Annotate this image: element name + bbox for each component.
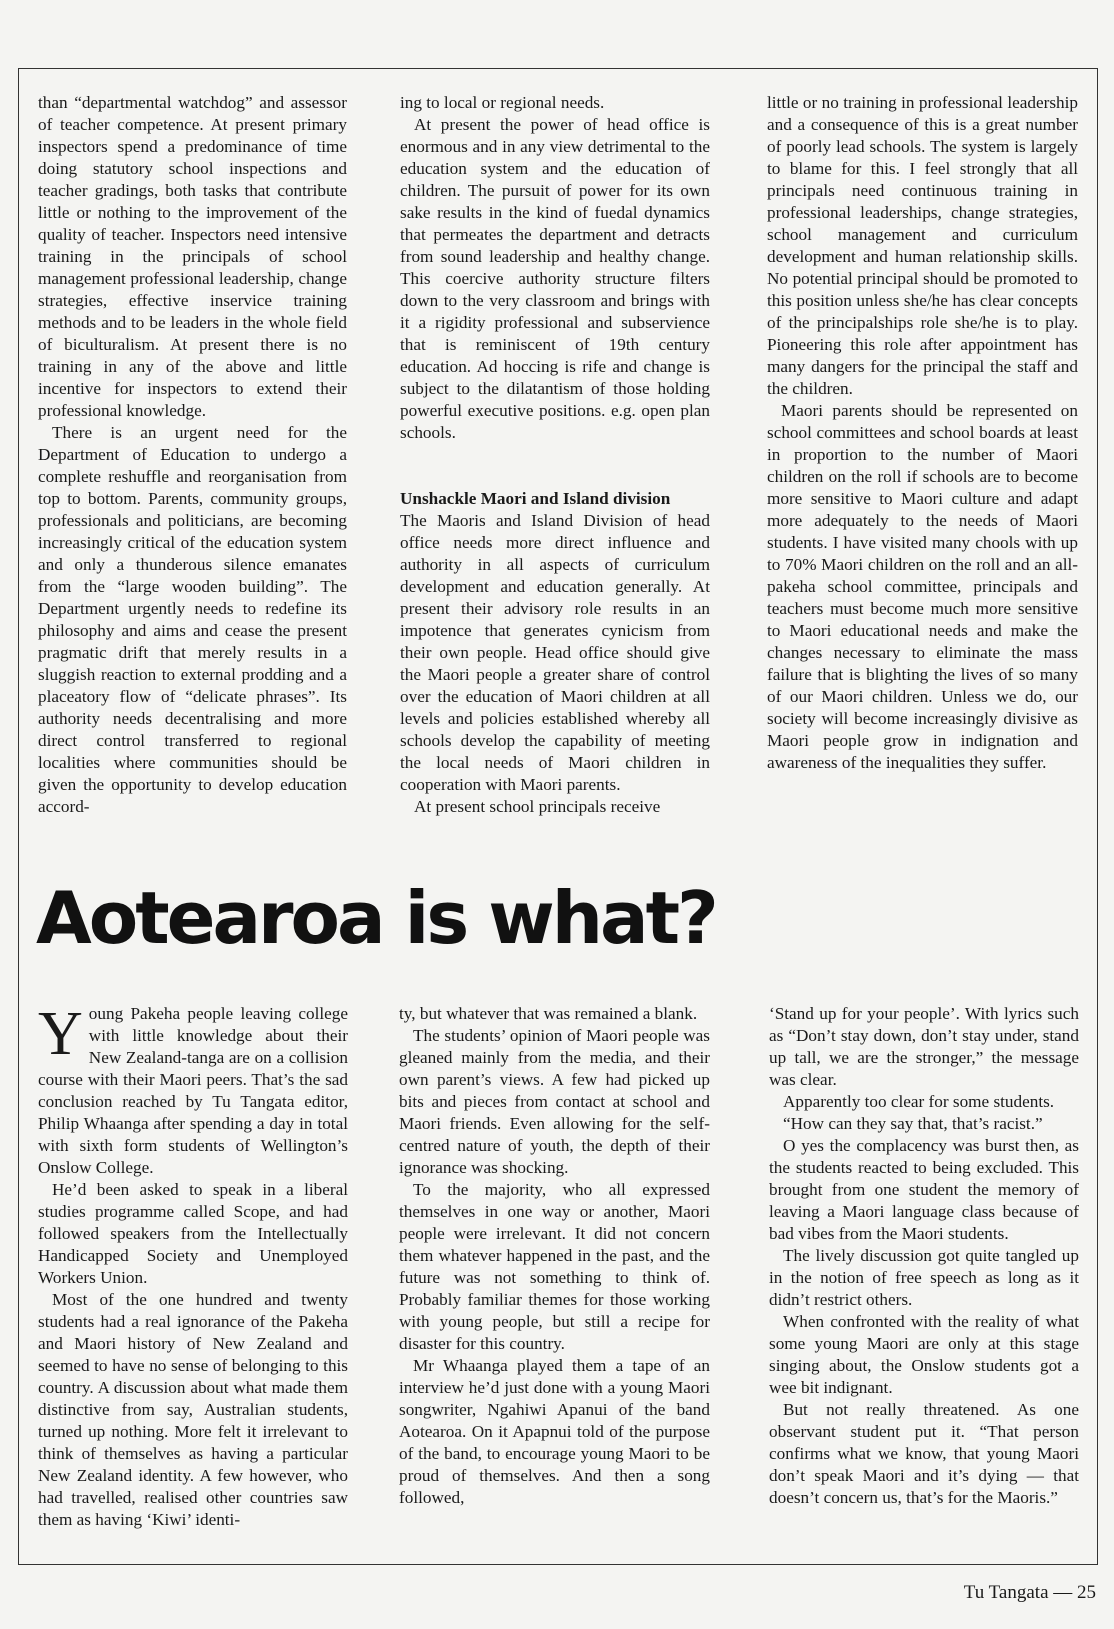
article2-column-3 bbox=[769, 1003, 1079, 1509]
paragraph: O yes the complacency was burst then, as the students reacted to being excluded. This brought from one student the memory of leaving a Maori language class because of bad vibes from the Maori students. bbox=[769, 1136, 1079, 1243]
article1-column-1 bbox=[38, 92, 347, 818]
paragraph: than “departmental watchdog” and assessor of teacher competence. At present primary inspectors spend a predominance of time doing statutory school inspections and teacher gradings, both tasks that contribute little or nothing to the improvement of the quality of teacher. Inspectors need intensive training in the principals of school management professional leadership, change strategies, effective inservice training methods and to be leaders in the whole field of biculturalism. At present there is no training in any of the above and little incentive for inspectors to extend their professional knowledge. bbox=[38, 93, 347, 420]
paragraph: The students’ opinion of Maori people was gleaned mainly from the media, and their own parent’s views. A few had picked up bits and pieces from contact at school and Maori friends. Even allowing for the self-centred nature of youth, the depth of their ignorance was shocking. bbox=[399, 1026, 710, 1177]
paragraph: When confronted with the reality of what some young Maori are only at this stage singing about, the Onslow students got a wee bit indignant. bbox=[769, 1312, 1079, 1397]
article2-column-2 bbox=[399, 1003, 710, 1509]
paragraph: Most of the one hundred and twenty students had a real ignorance of the Pakeha and Maori history of New Zealand and seemed to have no sense of belonging to this country. A discussion about what made them distinctive from say, Australian students, turned up nothing. More felt it irrelevant to think of themselves as having a particular New Zealand identity. A few however, who had travelled, realised other countries saw them as having ‘Kiwi’ identi- bbox=[38, 1290, 348, 1529]
paragraph: The Maoris and Island Division of head office needs more direct influence and authority in all aspects of curriculum development and education generally. At present their advisory role results in an impotence that generates cynicism from their own people. Head office should give the Maori people a greater share of control over the education of Maori children at all levels and policies established whereby all schools develop the capability of meeting the local needs of Maori children in cooperation with Maori parents. bbox=[400, 511, 710, 794]
paragraph: Maori parents should be represented on school committees and school boards at least in proportion to the number of Maori children on the roll if schools are to become more sensitive to Maori culture and adapt more adequately to the needs of Maori students. I have visited many chools with up to 70% Maori children on the roll and an all-pakeha school committee, principals and teachers must become much more sensitive to Maori educational needs and make the changes necessary to eliminate the mass failure that is blighting the lives of so many of our Maori children. Unless we do, our society will become increasingly divisive as Maori people grow in indignation and awareness of the inequalities they suffer. bbox=[767, 401, 1078, 772]
paragraph: He’d been asked to speak in a liberal studies programme called Scope, and had followed speakers from the Intellectually Handicapped Society and Unemployed Workers Union. bbox=[38, 1180, 348, 1287]
paragraph: Apparently too clear for some students. bbox=[783, 1092, 1055, 1111]
paragraph: At present school principals receive bbox=[414, 797, 661, 816]
paragraph: There is an urgent need for the Department of Education to undergo a complete reshuffle and reorganisation from top to bottom. Parents, community groups, professionals and politicians, are becoming increasingly critical of the education system and only a thunderous silence emanates from the “large wooden building”. The Department urgently needs to redefine its philosophy and aims and cease the present pragmatic drift that merely results in a sluggish reaction to external prodding and a placeatory flow of “delicate phrases”. Its authority needs decentralising and more direct control transferred to regional localities where communities should be given the opportunity to develop education accord- bbox=[38, 423, 347, 816]
lead-paragraph bbox=[38, 1000, 348, 1179]
paragraph: ty, but whatever that was remained a blank. bbox=[399, 1004, 698, 1023]
paragraph: Mr Whaanga played them a tape of an interview he’d just done with a young Maori songwriter, Ngahiwi Apanui of the band Aotearoa. On it Apapnui told of the purpose of the band, to encourage young Maori to be proud of themselves. And then a song followed, bbox=[399, 1356, 710, 1507]
paragraph: But not really threatened. As one observant student put it. “That person confirms what we know, that young Maori don’t speak Maori and it’s dying — that doesn’t concern us, that’s for the Maoris.” bbox=[769, 1400, 1079, 1507]
paragraph: ‘Stand up for your people’. With lyrics such as “Don’t stay down, don’t stay under, stand up tall, we are the stronger,” the message was clear. bbox=[769, 1004, 1079, 1089]
paragraph: little or no training in professional leadership and a consequence of this is a great number of poorly lead schools. The system is largely to blame for this. I feel strongly that all principals need continuous training in professional leaderships, change strategies, school management and curriculum development and human relationship skills. No potential principal should be promoted to this position unless she/he has clear concepts of the principalships role she/he is to play. Pioneering this role after appointment has many dangers for the principal the staff and the children. bbox=[767, 93, 1078, 398]
section-gap bbox=[400, 444, 710, 488]
paragraph: “How can they say that, that’s racist.” bbox=[783, 1114, 1043, 1133]
paragraph: ing to local or regional needs. bbox=[400, 93, 605, 112]
article-headline: Aotearoa is what? bbox=[36, 876, 716, 960]
paragraph: The lively discussion got quite tangled up in the notion of free speech as long as it didn’t restrict others. bbox=[769, 1246, 1079, 1309]
article2-column-1 bbox=[38, 1000, 348, 1531]
article1-column-3 bbox=[767, 92, 1078, 774]
page-folio: Tu Tangata — 25 bbox=[963, 1582, 1096, 1603]
lead-text: oung Pakeha people leaving college with little knowledge about their New Zealand-tanga are on a collision course with their Maori peers. That’s the sad conclusion reached by Tu Tangata editor, Philip Whaanga after spending a day in total with sixth form students of Wellington’s Onslow College. bbox=[38, 1004, 348, 1177]
drop-cap: Y bbox=[38, 1000, 83, 1068]
paragraph: To the majority, who all expressed themselves in one way or another, Maori people were irrelevant. It did not concern them whatever happened in the past, and the future was not something to think of. Probably familiar themes for those working with young people, but still a recipe for disaster for this country. bbox=[399, 1180, 710, 1353]
paragraph: At present the power of head office is enormous and in any view detrimental to the education system and the education of children. The pursuit of power for its own sake results in the kind of fuedal dynamics that permeates the department and detracts from sound leadership and healthy change. This coercive authority structure filters down to the very classroom and brings with it a rigidity professional and subservience that is reminiscent of 19th century education. Ad hoccing is rife and change is subject to the dilatantism of those holding powerful executive positions. e.g. open plan schools. bbox=[400, 115, 710, 442]
article1-column-2 bbox=[400, 92, 710, 818]
subheading: Unshackle Maori and Island division bbox=[400, 489, 671, 508]
